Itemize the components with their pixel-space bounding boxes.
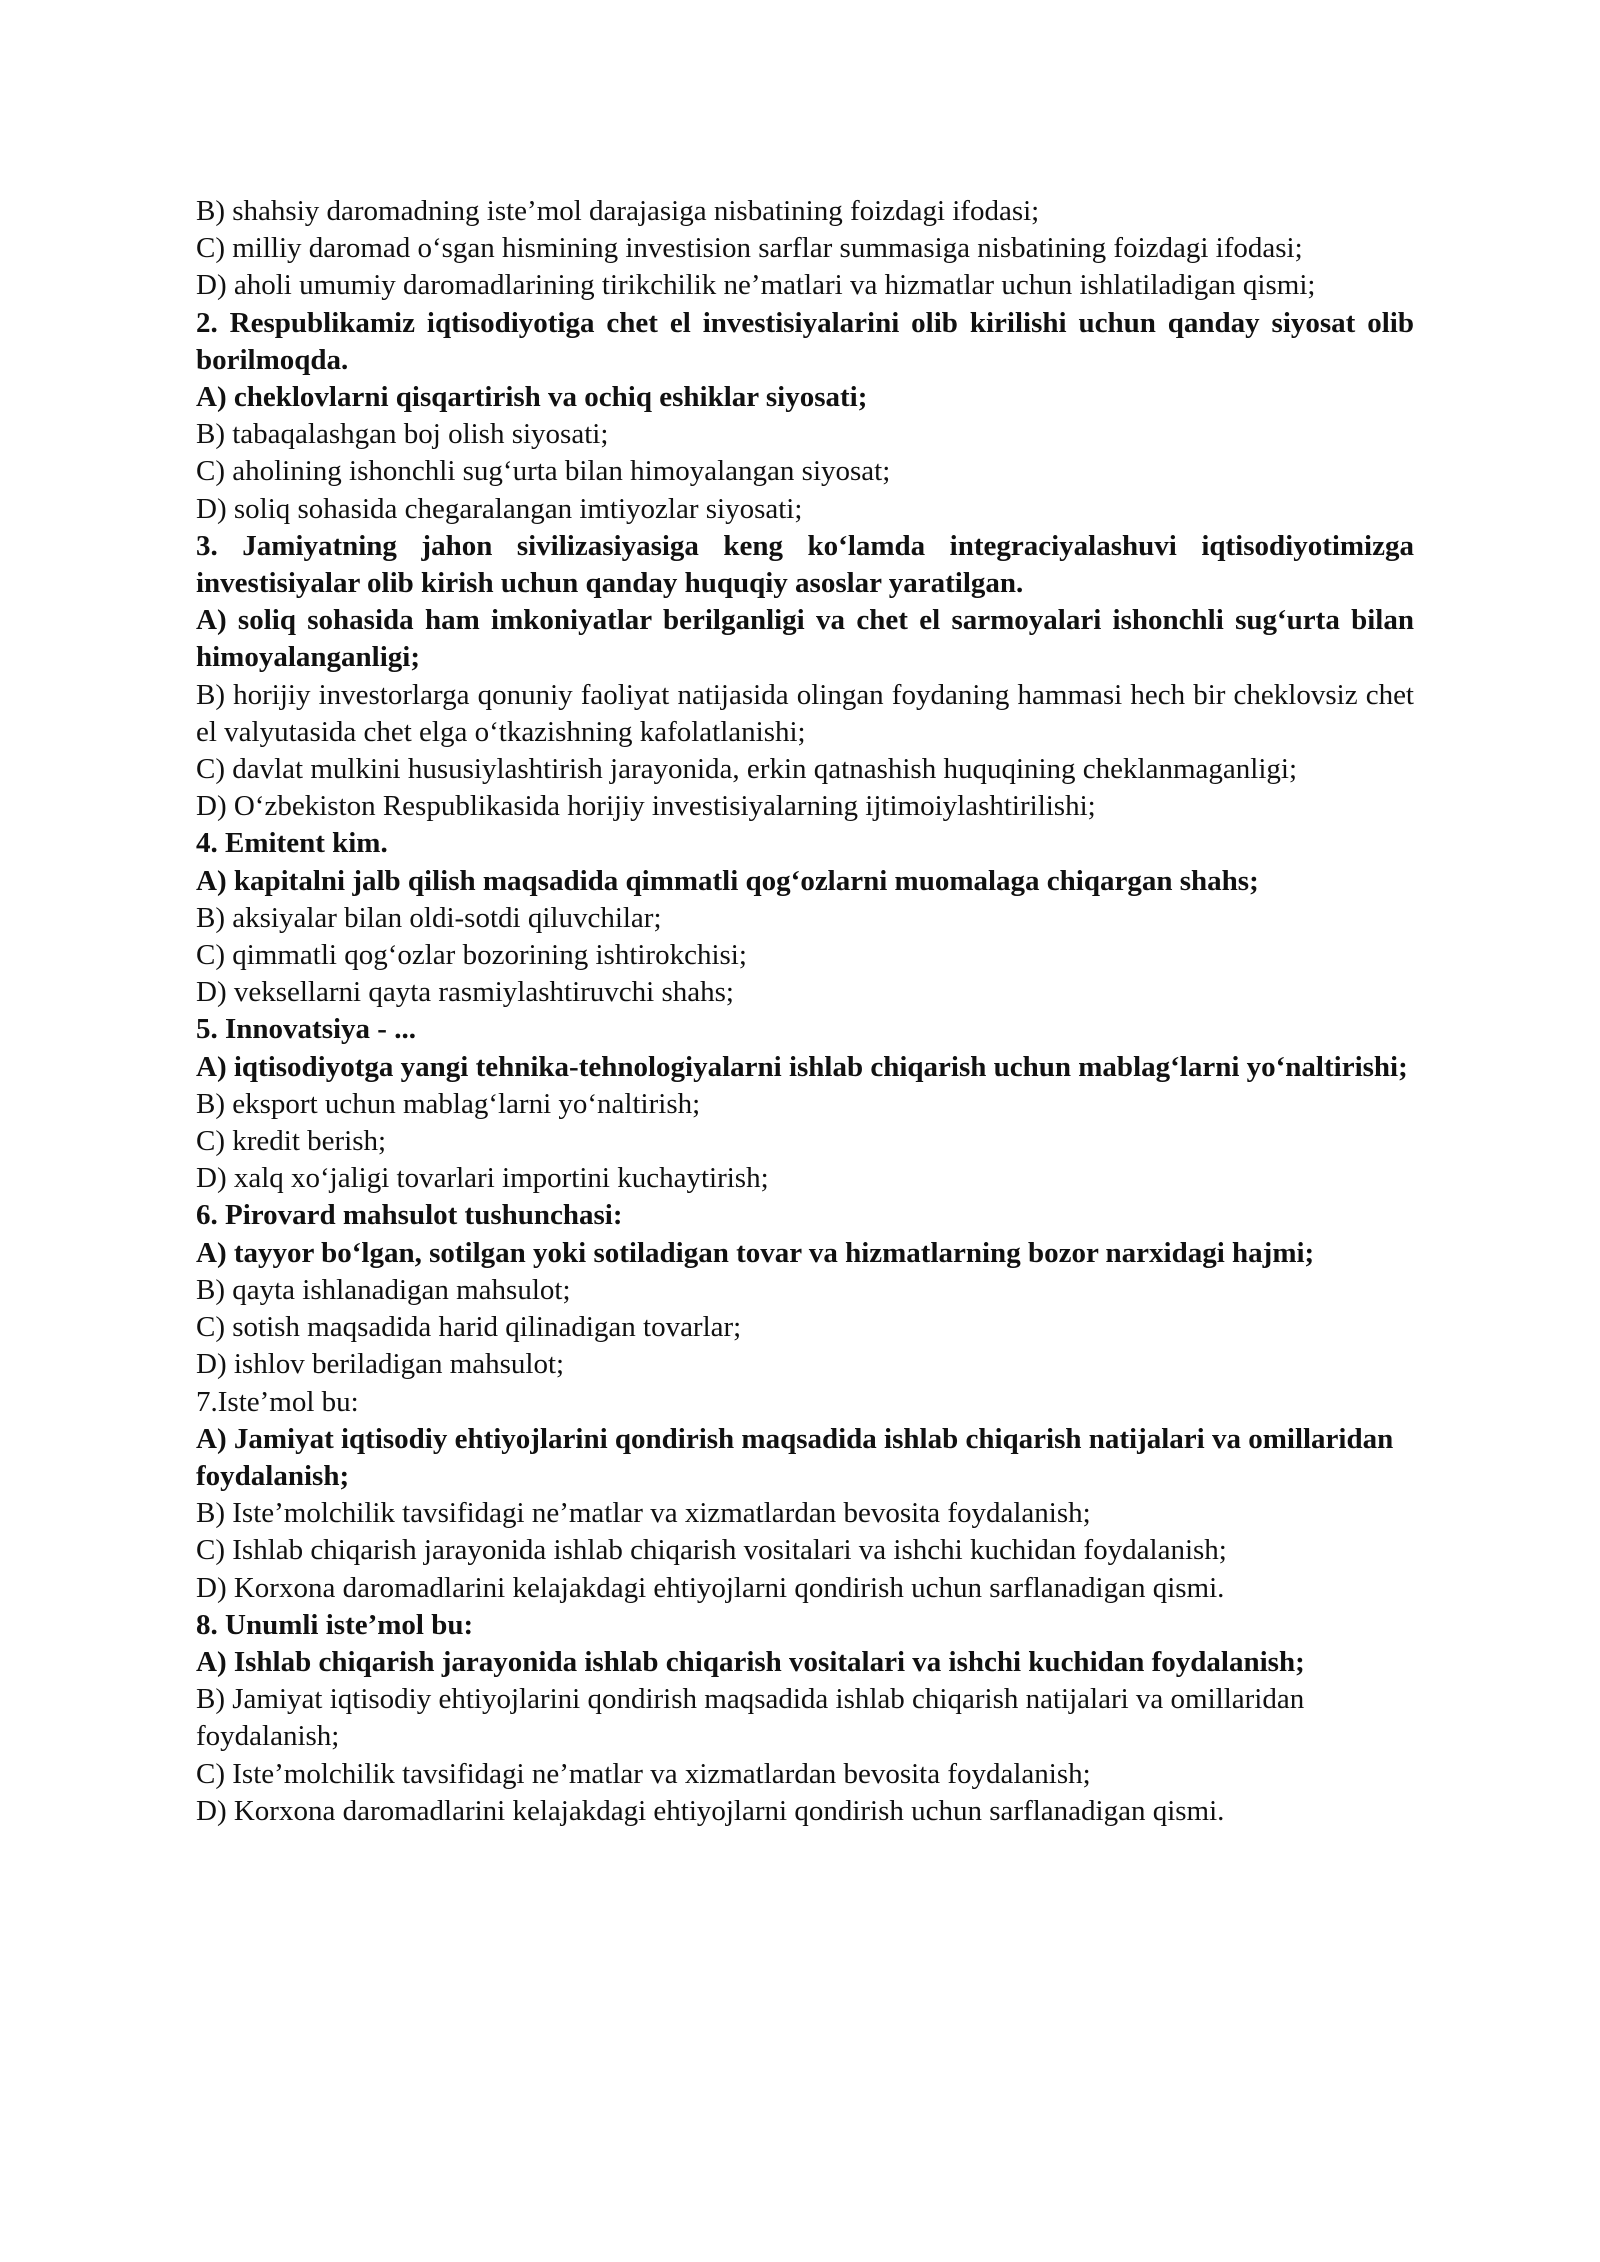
answer-option: C) Iste’molchilik tavsifidagi ne’matlar va xizmatlardan bevosita foydalanish;	[196, 1757, 1091, 1790]
document-page	[196, 193, 1414, 1830]
answer-option: A) tayyor bo‘lgan, sotilgan yoki sotiladigan tovar va hizmatlarning bozor narxidagi hajmi;	[196, 1236, 1315, 1269]
answer-option: C) sotish maqsadida harid qilinadigan tovarlar;	[196, 1311, 742, 1344]
answer-option: C) kredit berish;	[196, 1125, 387, 1158]
answer-option: A) Jamiyat iqtisodiy ehtiyojlarini qondirish maqsadida ishlab chiqarish natijalari va omillaridan foydalanish;	[196, 1422, 1394, 1492]
answer-option: B) aksiyalar bilan oldi-sotdi qiluvchilar;	[196, 901, 662, 934]
answer-option: A) iqtisodiyotga yangi tehnika-tehnologiyalarni ishlab chiqarish uchun mablag‘larni yo‘naltirishi;	[196, 1050, 1408, 1083]
question-2: 2. Respublikamiz iqtisodiyotiga chet el investisiyalarini olib kirilishi uchun qanday siyosat olib borilmoqda.	[196, 306, 1414, 376]
answer-option: B) Iste’molchilik tavsifidagi ne’matlar va xizmatlardan bevosita foydalanish;	[196, 1497, 1091, 1530]
answer-option: B) tabaqalashgan boj olish siyosati;	[196, 418, 609, 451]
question-6: 6. Pirovard mahsulot tushunchasi:	[196, 1199, 623, 1232]
answer-option: D) soliq sohasida chegaralangan imtiyozlar siyosati;	[196, 492, 803, 525]
answer-option: B) Jamiyat iqtisodiy ehtiyojlarini qondirish maqsadida ishlab chiqarish natijalari va omillaridan foydalanish;	[196, 1683, 1305, 1753]
text-line: C) milliy daromad o‘sgan hismining investision sarflar summasiga nisbatining foizdagi ifodasi;	[196, 232, 1303, 265]
answer-option: C) aholining ishonchli sug‘urta bilan himoyalangan siyosat;	[196, 455, 891, 488]
answer-option: D) Korxona daromadlarini kelajakdagi ehtiyojlarni qondirish uchun sarflanadigan qismi.	[196, 1571, 1225, 1604]
answer-option: A) kapitalni jalb qilish maqsadida qimmatli qog‘ozlarni muomalaga chiqargan shahs;	[196, 864, 1259, 897]
question-4: 4. Emitent kim.	[196, 827, 388, 860]
answer-option: D) ishlov beriladigan mahsulot;	[196, 1348, 565, 1381]
answer-option: B) qayta ishlanadigan mahsulot;	[196, 1273, 571, 1306]
answer-option: A) Ishlab chiqarish jarayonida ishlab chiqarish vositalari va ishchi kuchidan foydalanish;	[196, 1645, 1305, 1678]
answer-option: A) soliq sohasida ham imkoniyatlar berilganligi va chet el sarmoyalari ishonchli sug‘urta bilan himoyalanganligi;	[196, 604, 1414, 674]
answer-option: D) veksellarni qayta rasmiylashtiruvchi shahs;	[196, 976, 734, 1009]
answer-option: C) qimmatli qog‘ozlar bozorining ishtirokchisi;	[196, 939, 747, 972]
answer-option: B) eksport uchun mablag‘larni yo‘naltirish;	[196, 1087, 701, 1120]
text-line: B) shahsiy daromadning iste’mol darajasiga nisbatining foizdagi ifodasi;	[196, 195, 1040, 227]
question-3: 3. Jamiyatning jahon sivilizasiyasiga keng ko‘lamda integraciyalashuvi iqtisodiyotimizga investisiyalar olib kirish uchun qanday huquqiy asoslar yaratilgan.	[196, 529, 1414, 600]
answer-option: A) cheklovlarni qisqartirish va ochiq eshiklar siyosati;	[196, 381, 868, 414]
question-5: 5. Innovatsiya - ...	[196, 1013, 416, 1046]
answer-option: D) Korxona daromadlarini kelajakdagi ehtiyojlarni qondirish uchun sarflanadigan qismi.	[196, 1794, 1225, 1827]
text-line: D) aholi umumiy daromadlarining tirikchilik ne’matlari va hizmatlar uchun ishlatiladigan qismi;	[196, 269, 1316, 302]
question-7: 7.Iste’mol bu:	[196, 1385, 359, 1418]
answer-option: D) O‘zbekiston Respublikasida horijiy investisiyalarning ijtimoiylashtirilishi;	[196, 790, 1096, 823]
answer-option: D) xalq xo‘jaligi tovarlari importini kuchaytirish;	[196, 1162, 769, 1195]
answer-option: C) davlat mulkini hususiylashtirish jarayonida, erkin qatnashish huquqining cheklanmaganligi;	[196, 753, 1298, 786]
answer-option: C) Ishlab chiqarish jarayonida ishlab chiqarish vositalari va ishchi kuchidan foydalanish;	[196, 1534, 1227, 1567]
answer-option: B) horijiy investorlarga qonuniy faoliyat natijasida olingan foydaning hammasi hech bir cheklovsiz chet el valyutasida chet elga o‘tkazishning kafolatlanishi;	[196, 678, 1414, 748]
question-8: 8. Unumli iste’mol bu:	[196, 1608, 474, 1641]
